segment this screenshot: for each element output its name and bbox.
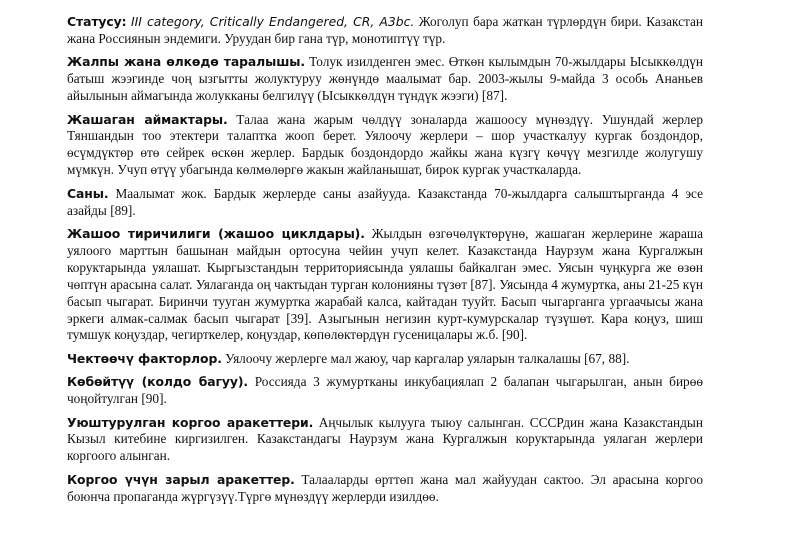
abundance-paragraph [67, 186, 703, 220]
habitat-text: Талаа жана жарым чөлдүү зоналарда жашоосу мүнөздүү. Ушундай жерлер Тяншандын тоо этектери талаптка жооп берет. Уялоочу жерлери – шор участкалуу кургак боздондор, өсүмдүктөр өтө сейрек өскөн жерлер. Бардык боздондордо жайкы жана күзгү көчүү мезгилде жолугушу мүмкүн. Учуп өтүү убагында көлмөлөргө жакын жайланышат, бирок кургак участкаларда. [67, 111, 703, 178]
lifecycle-text: Жылдын өзгөчөлүктөрүнө, жашаган жерлерине жараша уялоого марттын башынан майдын ортосуна чейин учуп келет. Казакстанда Наурзум жана Кургалжын коруктарында уялашат. Кыргызстандын территориясында уялашы байкалган эмес. Уясын чуңкурга же өзөн чөптүн арасына салат. Уялаганда оң чактыдан турган колонияны түзөт [87]. Уясында 4 жумуртка, аны 21-25 күн басып чыгарат. Биринчи тууган жумуртка жарабай калса, кайтадан тууйт. Басып чыгарганга ургаачысы жана эркеги алмак-салмак басып чыгарат [39]. Азыгынын негизин курт-кумурскалар түзүшөт. Кара коңуз, шиш тумшук коңуздар, чегирткелер, коңуздар, көпөлөктөрдүн гусеницалары ж.б. [90]. [67, 225, 703, 343]
status-category: III category, Critically Endangered, CR, A3bc. [130, 14, 415, 29]
limiting-label: Чектөөчү факторлор. [67, 350, 222, 366]
limiting-text: Уялоочу жерлерге мал жаюу, чар каргалар уяларын талкалашы [67, 88]. [221, 350, 630, 366]
organized-paragraph [67, 415, 703, 466]
needed-label: Коргоо үчүн зарыл аракеттер. [67, 471, 295, 487]
lifecycle-label: Жашоо тиричилиги (жашоо циклдары). [67, 225, 365, 241]
breeding-paragraph [67, 374, 703, 408]
limiting-paragraph [67, 351, 703, 368]
document-page [67, 14, 703, 512]
abundance-text: Маалымат жок. Бардык жерлерде саны азайууда. Казакстанда 70-жылдарга салыштырганда 4 эсе азайды [89]. [67, 185, 703, 218]
distribution-paragraph [67, 54, 703, 105]
lifecycle-paragraph [67, 226, 703, 344]
organized-label: Уюштурулган коргоо аракеттери. [67, 414, 314, 430]
abundance-label: Саны. [67, 185, 109, 201]
habitat-paragraph [67, 112, 703, 180]
habitat-label: Жашаган аймактары. [67, 111, 228, 127]
organized-text: Аңчылык кылууга тыюу салынган. СССРдин жана Казакстандын Кызыл китебине киргизилген. Казакстандагы Наурзум жана Кургалжын коруктарында уялаган жерлери коргоого алынган. [67, 414, 703, 464]
status-paragraph [67, 14, 703, 48]
status-label: Статусу: [67, 14, 127, 29]
needed-text: Талааларды өрттөп жана мал жайуудан сактоо. Эл арасына коргоо боюнча пропаганда жүргүзүү.Түргө мүнөздүү жерлерди изилдөө. [67, 471, 703, 504]
status-text: Жоголуп бара жаткан түрлөрдүн бири. Казакстан жана Россиянын эндемиги. Уруудан бир гана түр, монотиптүү түр. [67, 14, 703, 46]
distribution-label: Жалпы жана өлкөдө таралышы. [67, 54, 305, 70]
breeding-label: Көбөйтүү (колдо багуу). [67, 374, 249, 390]
needed-paragraph [67, 472, 703, 506]
breeding-text: Россияда 3 жумуртканы инкубациялап 2 балапан чыгарылган, анын бирөө чоңойтулган [90]. [67, 374, 704, 407]
distribution-text: Толук изилденген эмес. Өткөн кылымдын 70-жылдары Ысыккөлдүн батыш жээгинде чоң ызгытты жолуктуруу жөнүндө маалымат бар. 2003-жылы 9-майда 3 особь Ананьев айылынын аймагында жолукканы белгилүү (Ысыккөлдүн түндүк жээги) [87]. [67, 54, 703, 104]
